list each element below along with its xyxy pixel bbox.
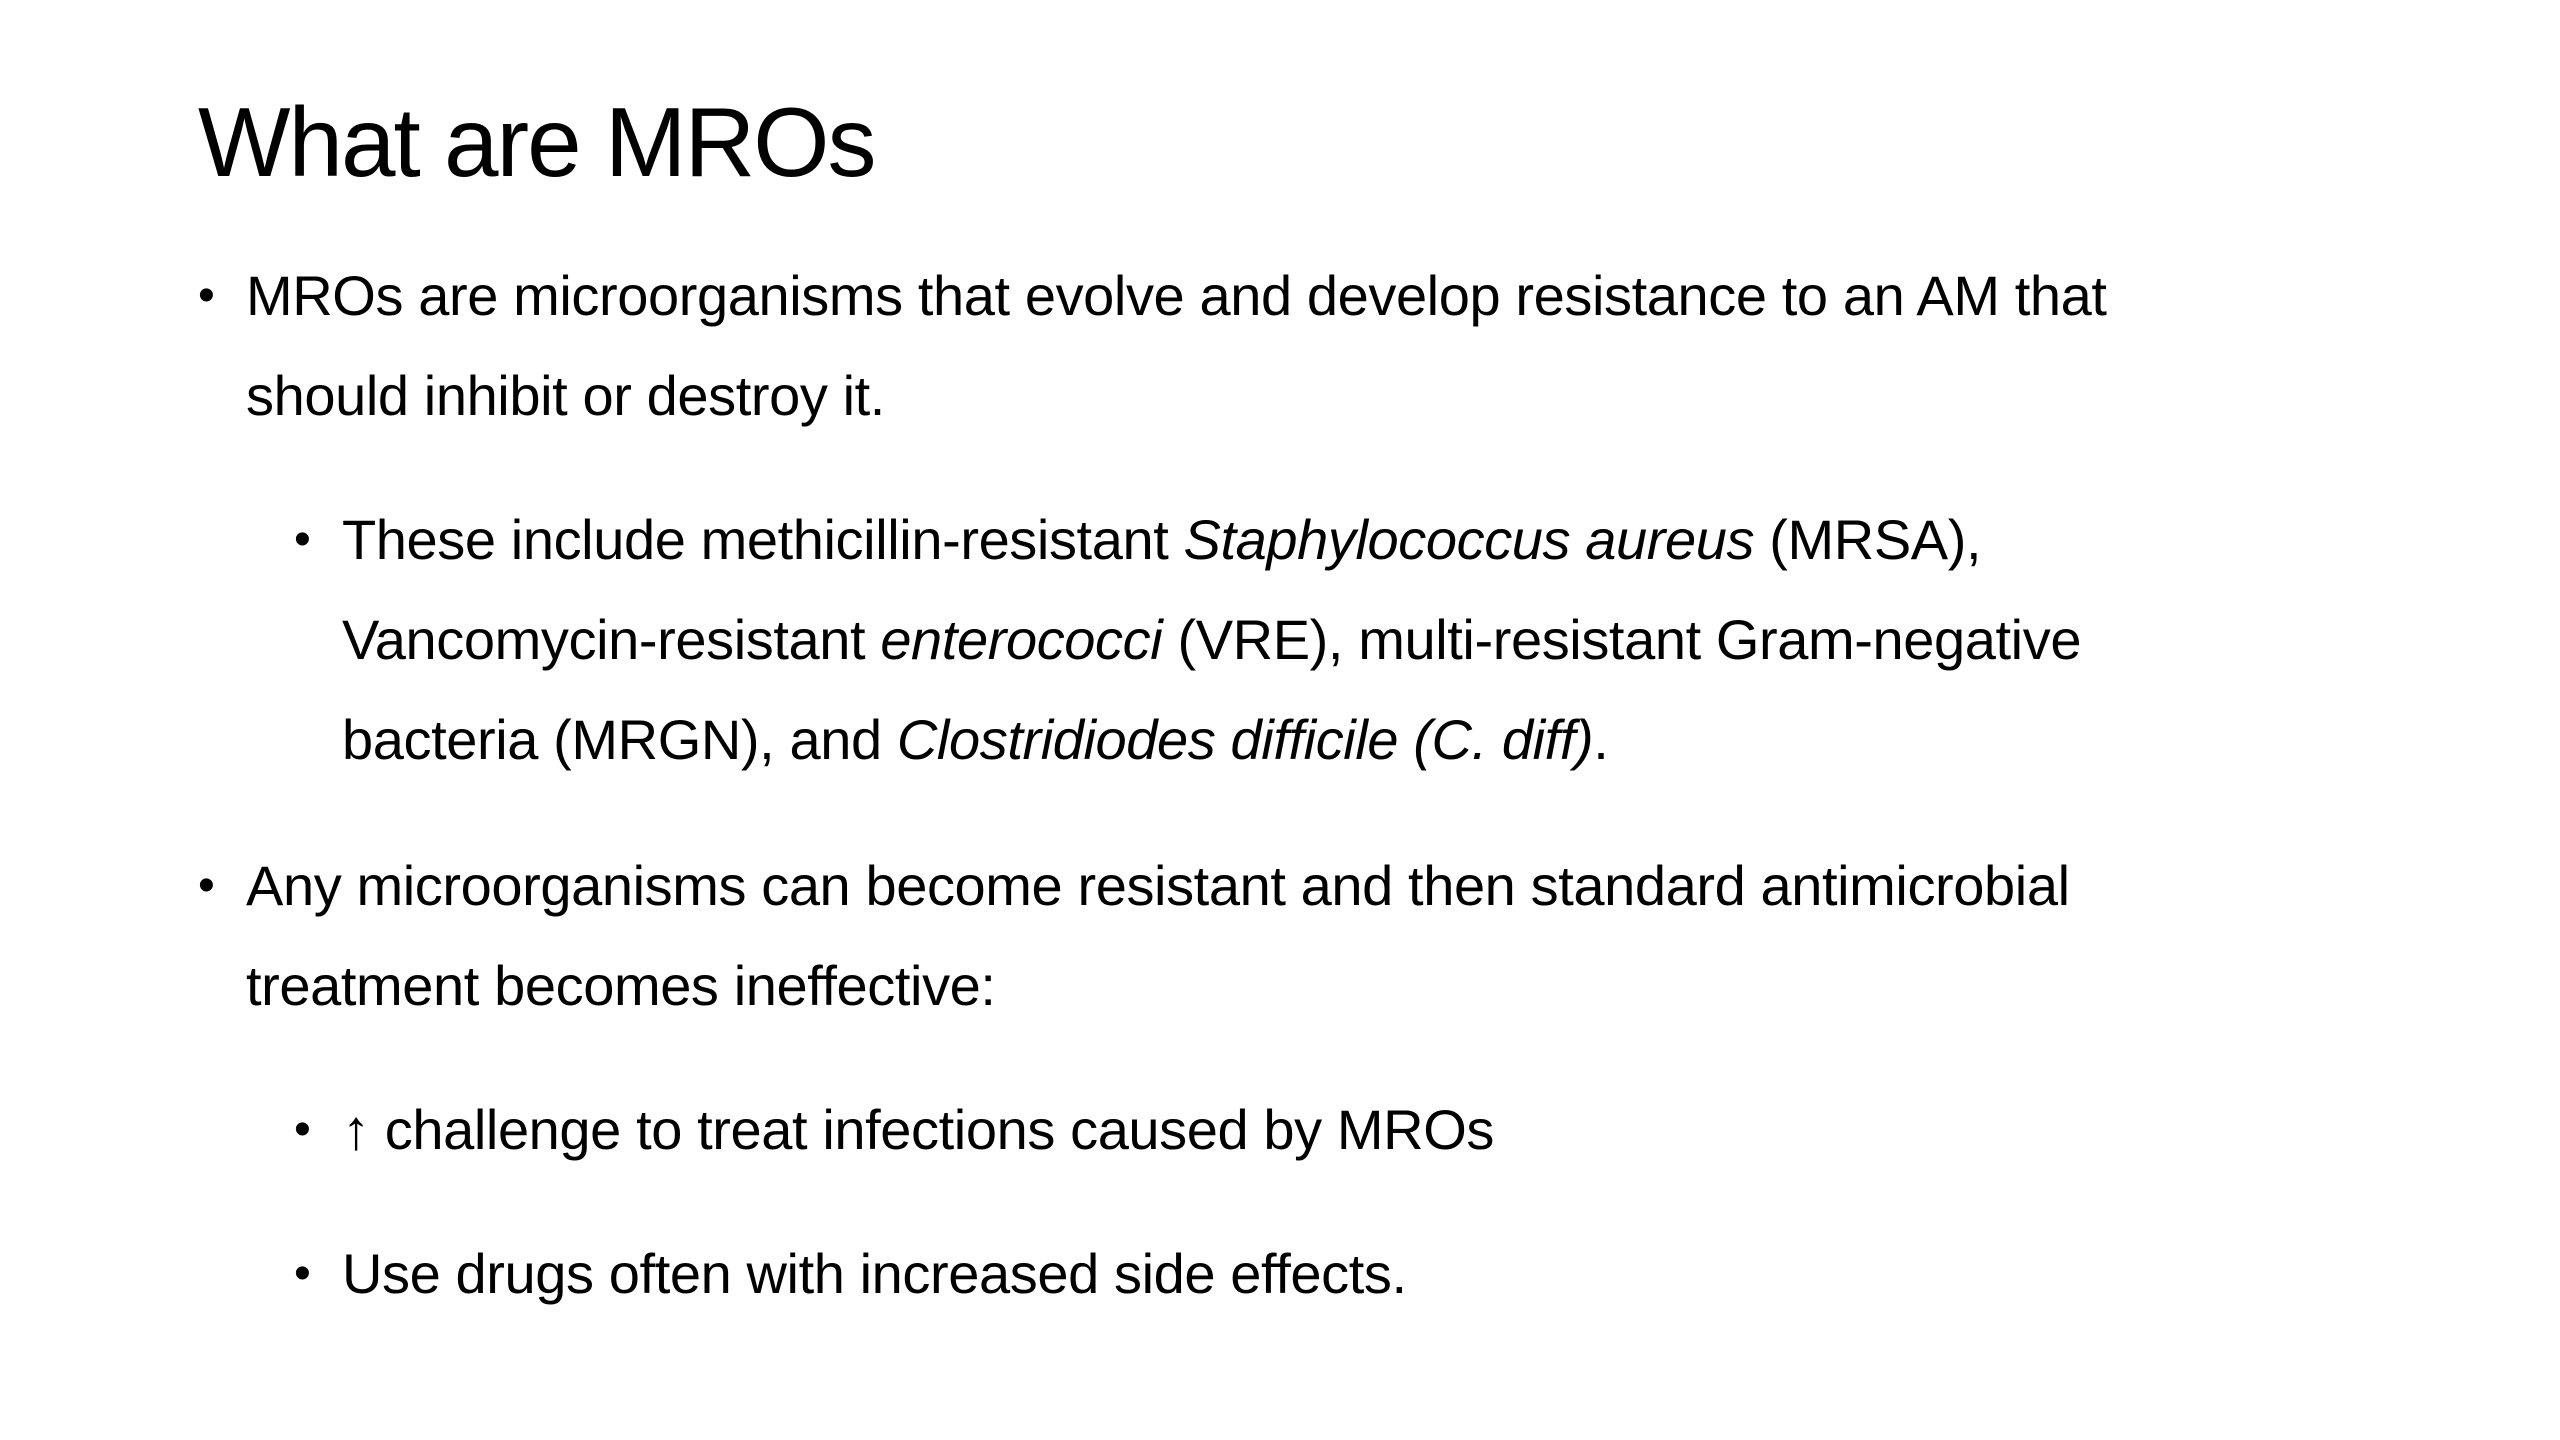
bullet-text-line: [342, 590, 2304, 690]
slide-title: What are MROs: [198, 87, 875, 197]
bullet-text-line: [342, 690, 2304, 790]
bullet-dot-icon: •: [198, 269, 215, 322]
bullet-text: [246, 246, 2298, 446]
text-segment: (VRE), multi-resistant Gram-negative: [1162, 608, 2082, 671]
bullet-dot-icon: •: [294, 1247, 311, 1300]
bullet-dot-icon: •: [198, 859, 215, 912]
bullet-item-level2: [294, 1224, 2304, 1324]
species-name: Staphylococcus aureus: [1183, 508, 1755, 571]
bullet-text-line: Any microorganisms can become resistant and then standard antimicrobial: [246, 854, 2070, 917]
bullet-text: [342, 490, 2304, 790]
bullet-text-line: Use drugs often with increased side effects.: [342, 1242, 1407, 1305]
bullet-dot-icon: •: [294, 1103, 311, 1156]
bullet-item-level2: [294, 1080, 2304, 1180]
species-name: enterococci: [880, 608, 1163, 671]
bullet-text: [342, 1224, 2304, 1324]
text-segment: (MRSA),: [1754, 508, 1982, 571]
text-segment: These include methicillin-resistant: [342, 508, 1184, 571]
bullet-text-line: [342, 1080, 2304, 1180]
bullet-text-line: [342, 490, 2304, 590]
text-segment: bacteria (MRGN), and: [342, 708, 897, 771]
bullet-item-level1: [198, 246, 2298, 446]
bullet-text: [246, 836, 2298, 1036]
bullet-item-level2: [294, 490, 2304, 790]
bullet-text: [342, 1080, 2304, 1180]
up-arrow-icon: ↑: [342, 1098, 370, 1161]
bullet-text-line: treatment becomes ineffective:: [246, 954, 996, 1017]
text-segment: challenge to treat infections caused by MROs: [369, 1098, 1494, 1161]
text-segment: .: [1593, 708, 1609, 771]
bullet-text-line: MROs are microorganisms that evolve and develop resistance to an AM that: [246, 264, 2107, 327]
species-name: Clostridiodes difficile (C. diff): [896, 708, 1594, 771]
bullet-text-line: should inhibit or destroy it.: [246, 364, 885, 427]
text-segment: Vancomycin-resistant: [342, 608, 881, 671]
bullet-dot-icon: •: [294, 513, 311, 566]
bullet-item-level1: [198, 836, 2298, 1036]
